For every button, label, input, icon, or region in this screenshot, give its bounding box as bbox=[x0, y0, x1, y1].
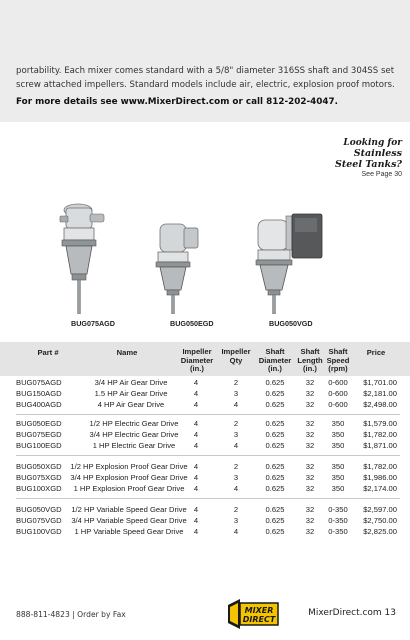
group-divider bbox=[16, 414, 400, 415]
table-group-air bbox=[0, 377, 410, 411]
header-impeller-diameter: Impeller Diameter (in.) bbox=[180, 347, 214, 374]
group-divider bbox=[16, 455, 400, 456]
table-group-variable-speed bbox=[0, 504, 410, 538]
table-row: BUG050VGD 1/2 HP Variable Speed Gear Drive 4 2 0.625 32 0-350 $2,597.00 bbox=[16, 505, 397, 514]
header-shaft-diameter: Shaft Diameter (in.) bbox=[258, 347, 292, 374]
product-caption-2: BUG050EGD bbox=[170, 319, 214, 328]
product-caption-3: BUG050VGD bbox=[269, 319, 313, 328]
product-caption-1: BUG075AGD bbox=[71, 319, 115, 328]
table-row: BUG100EGD 1 HP Electric Gear Drive 4 4 0.625 32 350 $1,871.00 bbox=[16, 441, 397, 451]
variable-speed-gear-drive-image bbox=[252, 210, 326, 314]
table-row: BUG050EGD 1/2 HP Electric Gear Drive 4 2 0.625 32 350 $1,579.00 bbox=[16, 419, 397, 428]
header-part: Part # bbox=[37, 348, 59, 357]
callout-line-2: Stainless bbox=[353, 148, 402, 159]
air-gear-drive-image bbox=[54, 196, 114, 314]
table-row: BUG075VGD 3/4 HP Variable Speed Gear Drive 4 3 0.625 32 0-350 $2,750.00 bbox=[16, 516, 397, 526]
table-row: BUG075AGD 3/4 HP Air Gear Drive 4 2 0.625 32 0-600 $1,701.00 bbox=[16, 378, 397, 387]
header-name: Name bbox=[116, 348, 138, 357]
table-row: BUG100XGD 1 HP Explosion Proof Gear Drive 4 4 0.625 32 350 $2,174.00 bbox=[16, 484, 397, 494]
callout-line-3: Steel Tanks? bbox=[335, 159, 402, 170]
table-row: BUG150AGD 1.5 HP Air Gear Drive 4 3 0.625 32 0-600 $2,181.00 bbox=[16, 389, 397, 399]
table-row: BUG050XGD 1/2 HP Explosion Proof Gear Drive 4 2 0.625 32 350 $1,782.00 bbox=[16, 462, 397, 471]
table-row: BUG400AGD 4 HP Air Gear Drive 4 4 0.625 32 0-600 $2,498.00 bbox=[16, 400, 397, 410]
footer-site-page: MixerDirect.com 13 bbox=[308, 608, 396, 618]
table-row: BUG100VGD 1 HP Variable Speed Gear Drive 4 4 0.625 32 0-350 $2,825.00 bbox=[16, 527, 397, 537]
table-row: BUG075XGD 3/4 HP Explosion Proof Gear Drive 4 3 0.625 32 350 $1,986.00 bbox=[16, 473, 397, 483]
callout-page-ref: See Page 30 bbox=[361, 171, 402, 178]
callout-line-1: Looking for bbox=[343, 138, 402, 148]
header-price: Price bbox=[366, 348, 386, 357]
header-shaft-length: Shaft Length (in.) bbox=[297, 347, 323, 374]
table-group-explosion-proof bbox=[0, 461, 410, 495]
contact-line: For more details see www.MixerDirect.com or call 812-202-4047. bbox=[16, 97, 338, 107]
tanks-callout bbox=[316, 138, 402, 178]
electric-gear-drive-image bbox=[152, 218, 208, 314]
footer-fax: 888-811-4823 | Order by Fax bbox=[16, 610, 126, 619]
intro-paragraph: portability. Each mixer comes standard with a 5/8" diameter 316SS shaft and 304SS set screw attached impellers. Standard models include air, electric, explosion proof motors. bbox=[16, 66, 395, 90]
svg-text:MIXER: MIXER bbox=[244, 606, 274, 615]
header-impeller-qty: Impeller Qty bbox=[221, 347, 251, 365]
mixer-direct-logo bbox=[226, 597, 280, 631]
table-group-electric bbox=[0, 418, 410, 452]
svg-text:DIRECT: DIRECT bbox=[242, 615, 276, 624]
group-divider bbox=[16, 498, 400, 499]
table-row: BUG075EGD 3/4 HP Electric Gear Drive 4 3 0.625 32 350 $1,782.00 bbox=[16, 430, 397, 440]
header-shaft-speed: Shaft Speed (rpm) bbox=[326, 347, 350, 374]
